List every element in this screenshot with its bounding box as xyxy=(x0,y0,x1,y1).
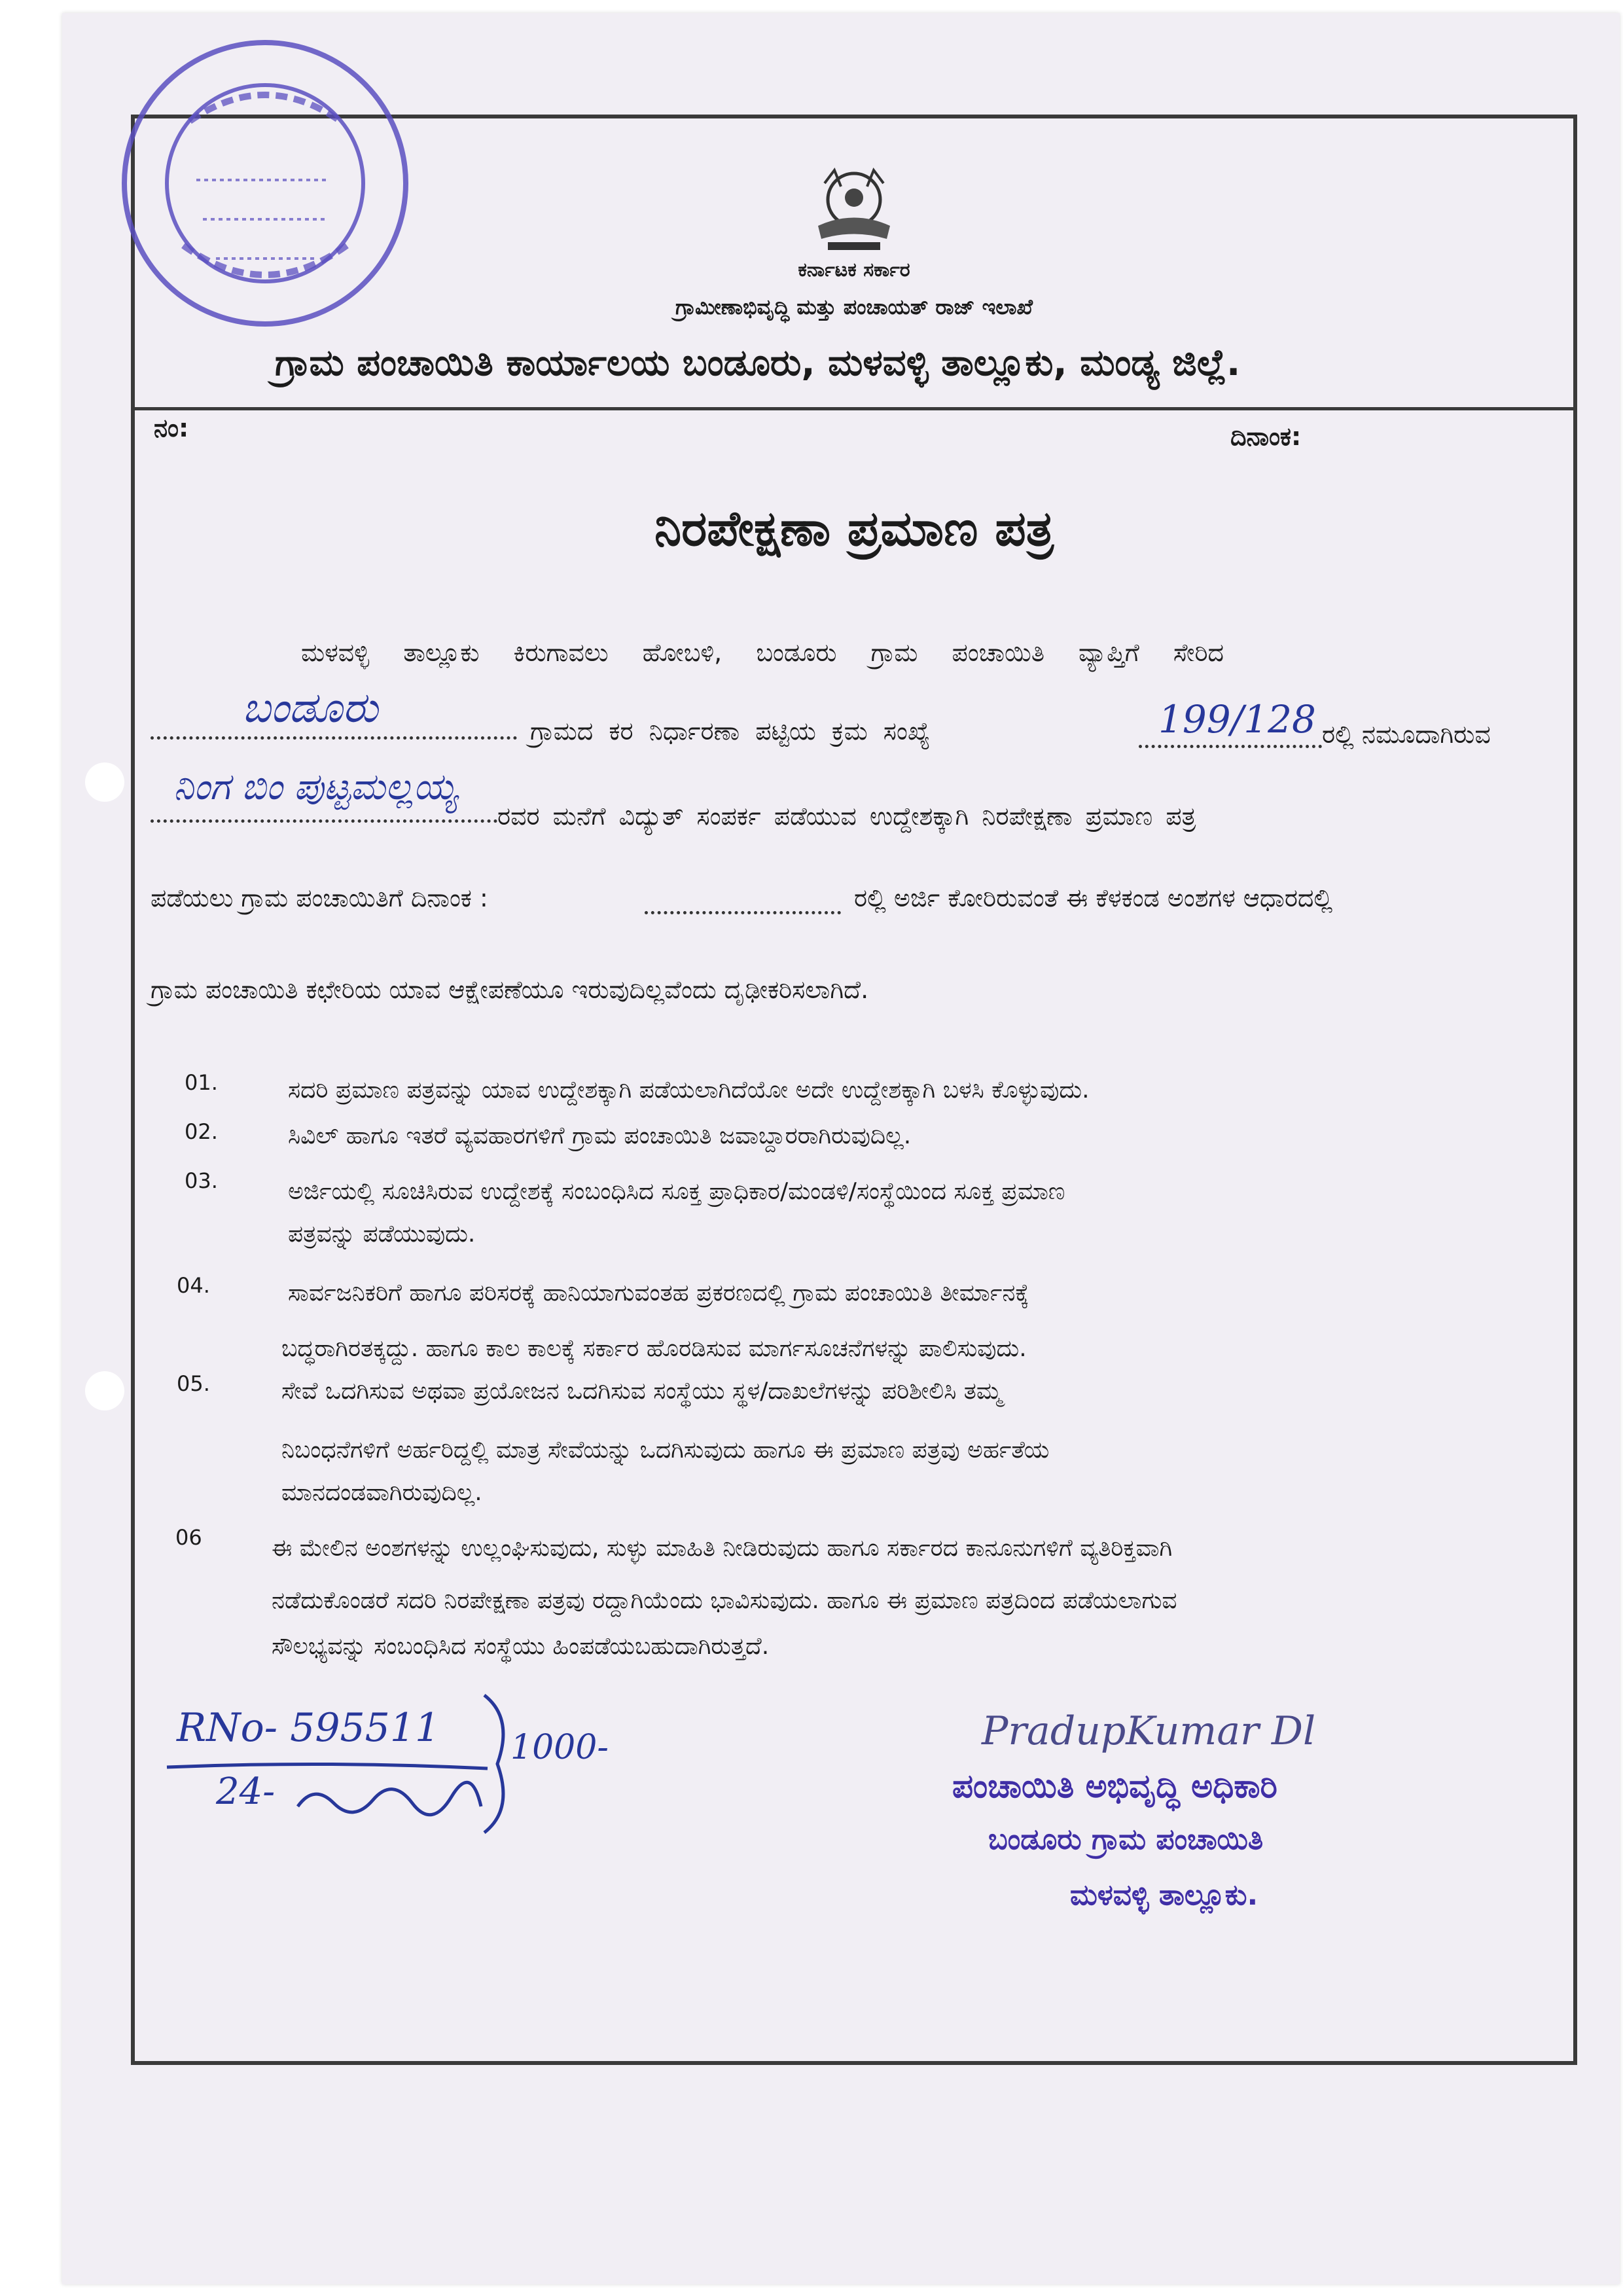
number-label: ನಂ: xyxy=(154,414,189,442)
certificate-title: ನಿರಪೇಕ್ಷಣಾ ಪ್ರಮಾಣ ಪತ್ರ xyxy=(654,501,1054,557)
office-name: ಗ್ರಾಮ ಪಂಚಾಯಿತಿ ಕಾರ್ಯಾಲಯ ಬಂಡೂರು, ಮಳವಳ್ಳಿ ತಾಲ್ಲೂಕು, ಮಂಡ್ಯ ಜಿಲ್ಲೆ. xyxy=(275,342,1241,384)
condition-5-line-1: ಸೇವೆ ಒದಗಿಸುವ ಅಥವಾ ಪ್ರಯೋಜನ ಒದಗಿಸುವ ಸಂಸ್ಥೆಯು ಸ್ಥಳ/ದಾಖಲೆಗಳನ್ನು ಪರಿಶೀಲಿಸಿ ತಮ್ಮ xyxy=(281,1378,1002,1405)
signature-office-stamp: ಬಂಡೂರು ಗ್ರಾಮ ಪಂಚಾಯಿತಿ xyxy=(988,1823,1264,1856)
owner-handwritten: ನಿಂಗ ಬಿಂ ಪುಟ್ಟಮಲ್ಲಯ್ಯ xyxy=(173,766,458,808)
body-line-4-start: ಪಡೆಯಲು ಗ್ರಾಮ ಪಂಚಾಯಿತಿಗೆ ದಿನಾಂಕ : xyxy=(151,884,488,912)
condition-3-number: 03. xyxy=(185,1168,218,1193)
condition-4-line-2: ಬದ್ಧರಾಗಿರತಕ್ಕದ್ದು. ಹಾಗೂ ಕಾಲ ಕಾಲಕ್ಕೆ ಸರ್ಕಾರ ಹೊರಡಿಸುವ ಮಾರ್ಗಸೂಚನೆಗಳನ್ನು ಪಾಲಿಸುವುದು. xyxy=(281,1335,1027,1362)
body-line-4-end: ರಲ್ಲಿ ಅರ್ಜಿ ಕೋರಿರುವಂತೆ ಈ ಕೆಳಕಂಡ ಅಂಶಗಳ ಆಧಾರದಲ್ಲಿ xyxy=(854,884,1333,912)
body-line-2-mid: ಗ್ರಾಮದ ಕರ ನಿರ್ಧಾರಣಾ ಪಟ್ಟಿಯ ಕ್ರಮ ಸಂಖ್ಯೆ xyxy=(530,717,931,745)
village-handwritten: ಬಂಡೂರು xyxy=(242,684,378,732)
condition-1-number: 01. xyxy=(185,1070,218,1095)
condition-5-number: 05. xyxy=(177,1371,210,1396)
karnataka-emblem-icon xyxy=(805,164,903,255)
serial-handwritten: 199/128 xyxy=(1158,697,1316,742)
condition-5-line-2: ನಿಬಂಧನೆಗಳಿಗೆ ಅರ್ಹರಿದ್ದಲ್ಲಿ ಮಾತ್ರ ಸೇವೆಯನ್ನು ಒದಗಿಸುವುದು ಹಾಗೂ ಈ ಪ್ರಮಾಣ ಪತ್ರವು ಅರ್ಹತೆಯ xyxy=(281,1437,1050,1463)
condition-3-line-2: ಪತ್ರವನ್ನು ಪಡೆಯುವುದು. xyxy=(288,1221,476,1247)
village-dotted-line xyxy=(151,736,517,740)
condition-2-number: 02. xyxy=(185,1119,218,1144)
office-seal-stamp xyxy=(111,29,419,337)
condition-6-line-1: ಈ ಮೇಲಿನ ಅಂಶಗಳನ್ನು ಉಲ್ಲಂಘಿಸುವುದು, ಸುಳ್ಳು ಮಾಹಿತಿ ನೀಡಿರುವುದು ಹಾಗೂ ಸರ್ಕಾರದ ಕಾನೂನುಗಳಿಗೆ ವ್ಯತಿರಿಕ್ತವಾಗಿ xyxy=(272,1535,1173,1562)
body-line-1: ಮಳವಳ್ಳಿ ತಾಲ್ಲೂಕು ಕಿರುಗಾವಲು ಹೋಬಳಿ, ಬಂಡೂರು ಗ್ರಾಮ ಪಂಚಾಯಿತಿ ವ್ಯಾಪ್ತಿಗೆ ಸೇರಿದ xyxy=(301,638,1224,667)
condition-5-line-3: ಮಾನದಂಡವಾಗಿರುವುದಿಲ್ಲ. xyxy=(281,1479,482,1506)
receipt-amount-handwritten: 1000- xyxy=(510,1728,609,1767)
government-name: ಕರ್ನಾಟಕ ಸರ್ಕಾರ xyxy=(798,259,910,281)
date-label: ದಿನಾಂಕ: xyxy=(1230,422,1302,451)
department-name: ಗ್ರಾಮೀಣಾಭಿವೃದ್ಧಿ ಮತ್ತು ಪಂಚಾಯತ್ ರಾಜ್ ಇಲಾಖೆ xyxy=(675,295,1033,319)
owner-dotted-line xyxy=(151,819,497,823)
condition-4-line-1: ಸಾರ್ವಜನಿಕರಿಗೆ ಹಾಗೂ ಪರಿಸರಕ್ಕೆ ಹಾನಿಯಾಗುವಂತಹ ಪ್ರಕರಣದಲ್ಲಿ ಗ್ರಾಮ ಪಂಚಾಯಿತಿ ತೀರ್ಮಾನಕ್ಕೆ xyxy=(288,1280,1029,1306)
serial-dotted-line xyxy=(1139,745,1322,748)
condition-6-number: 06 xyxy=(175,1525,202,1550)
body-line-3-end: ರವರ ಮನೆಗೆ ವಿದ್ಯುತ್ ಸಂಪರ್ಕ ಪಡೆಯುವ ಉದ್ದೇಶಕ್ಕಾಗಿ ನಿರಪೇಕ್ಷಣಾ ಪ್ರಮಾಣ ಪತ್ರ xyxy=(497,802,1196,831)
receipt-date-handwritten: 24- xyxy=(216,1770,276,1813)
condition-2-line-1: ಸಿವಿಲ್ ಹಾಗೂ ಇತರೆ ವ್ಯವಹಾರಗಳಿಗೆ ಗ್ರಾಮ ಪಂಚಾಯಿತಿ ಜವಾಬ್ದಾರರಾಗಿರುವುದಿಲ್ಲ. xyxy=(288,1122,912,1149)
receipt-number-handwritten: RNo- 595511 xyxy=(177,1705,440,1751)
condition-3-line-1: ಅರ್ಜಿಯಲ್ಲಿ ಸೂಚಿಸಿರುವ ಉದ್ದೇಶಕ್ಕೆ ಸಂಬಂಧಿಸಿದ ಸೂಕ್ತ ಪ್ರಾಧಿಕಾರ/ಮಂಡಳಿ/ಸಂಸ್ಥೆಯಿಂದ ಸೂಕ್ತ ಪ್ರಮಾಣ xyxy=(288,1178,1065,1205)
header-divider xyxy=(131,407,1577,410)
condition-1-line-1: ಸದರಿ ಪ್ರಮಾಣ ಪತ್ರವನ್ನು ಯಾವ ಉದ್ದೇಶಕ್ಕಾಗಿ ಪಡೆಯಲಾಗಿದೆಯೋ ಅದೇ ಉದ್ದೇಶಕ್ಕಾಗಿ ಬಳಸಿ ಕೊಳ್ಳುವುದು. xyxy=(288,1077,1090,1103)
signature-designation-stamp: ಪಂಚಾಯಿತಿ ಅಭಿವೃದ್ಧಿ ಅಧಿಕಾರಿ xyxy=(952,1767,1277,1805)
condition-6-line-3: ಸೌಲಭ್ಯವನ್ನು ಸಂಬಂಧಿಸಿದ ಸಂಸ್ಥೆಯು ಹಿಂಪಡೆಯಬಹುದಾಗಿರುತ್ತದೆ. xyxy=(272,1633,770,1660)
condition-6-line-2: ನಡೆದುಕೊಂಡರೆ ಸದರಿ ನಿರಪೇಕ್ಷಣಾ ಪತ್ರವು ರದ್ದಾಗಿಯೆಂದು ಭಾವಿಸುವುದು. ಹಾಗೂ ಈ ಪ್ರಮಾಣ ಪತ್ರದಿಂದ ಪಡೆಯಲಾಗುವ xyxy=(272,1587,1177,1614)
officer-signature: PradupKumar Dl xyxy=(982,1708,1316,1754)
body-line-2-end: ರಲ್ಲಿ ನಮೂದಾಗಿರುವ xyxy=(1322,720,1491,749)
punch-hole-bottom xyxy=(85,1371,124,1410)
condition-4-number: 04. xyxy=(177,1273,210,1298)
signature-taluk-stamp: ಮಳವಳ್ಳಿ ತಾಲ್ಲೂಕು. xyxy=(1070,1878,1258,1912)
punch-hole-top xyxy=(85,762,124,802)
body-line-5: ಗ್ರಾಮ ಪಂಚಾಯಿತಿ ಕಛೇರಿಯ ಯಾವ ಆಕ್ಷೇಪಣೆಯೂ ಇರುವುದಿಲ್ಲವೆಂದು ದೃಢೀಕರಿಸಲಾಗಿದೆ. xyxy=(151,975,869,1004)
receipt-underline xyxy=(164,1761,491,1774)
application-date-dotted-line xyxy=(645,911,841,914)
receipt-date-scribble xyxy=(294,1780,484,1820)
